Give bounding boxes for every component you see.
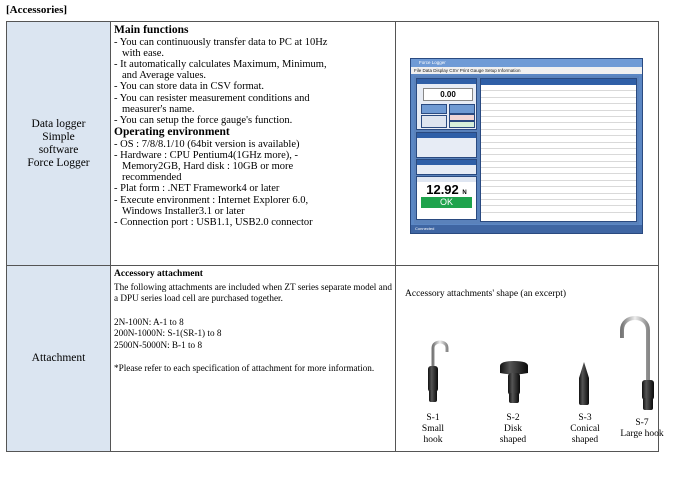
accessory-attachment-heading: Accessory attachment [114,269,203,279]
list-line: - It automatically calculates Maximum, Minimum, [114,58,327,70]
list-line: Windows Installer3.1 or later [122,205,245,217]
list-line: - You can store data in CSV format. [114,81,264,93]
label-line: Data logger [31,117,86,130]
page-title: [Accessories] [6,4,68,16]
list-line: - Hardware : CPU Pentium4(1GHz more), - [114,149,298,161]
attachment-range-line: 2N-100N: A-1 to 8 [114,316,184,327]
label-line: Force Logger [27,156,90,169]
attachment-label: Attachment [7,266,111,452]
attachment-s2: S-2 Disk shaped [499,413,527,445]
app-status: Connected [411,225,642,233]
list-line: - You can continuously transfer data to PC at 10Hz [114,36,328,48]
list-line: - OS : 7/8/8.1/10 (64bit version is available) [114,138,300,150]
attachment-range-line: 200N-1000N: S-1(SR-1) to 8 [114,328,222,339]
operating-environment-heading: Operating environment [114,126,230,139]
label-line: Simple [42,130,75,143]
list-line: Memory2GB, Hard disk : 10GB or more [122,161,294,173]
attachment-shapes-title: Accessory attachments' shape (an excerpt) [405,289,567,299]
gauge-value: 0.00 [440,90,456,99]
attachment-s3: S-3 Conical shaped [570,413,600,445]
list-line: - Plat form : .NET Framework4 or later [114,183,280,195]
disk-attachment-icon [500,361,528,403]
list-line: measurer's name. [122,103,195,115]
list-line: - Execute environment : Internet Explorer 6.0, [114,194,309,206]
conical-attachment-icon [579,362,589,405]
attachment-intro: The following attachments are included when ZT series separate model and a DPU series load cell are purchased together. [114,282,392,304]
list-line: and Average values. [122,70,207,82]
attachment-s1: S-1 Small hook [421,413,445,445]
list-line: recommended [122,172,182,184]
judgement-ok: OK [421,197,472,208]
attachment-note: *Please refer to each specification of attachment for more information. [114,363,375,374]
list-line: - You can resister measurement conditions and [114,92,310,104]
large-hook-icon [622,318,654,410]
measured-value: 12.92 N [426,182,467,197]
list-line: - You can setup the force gauge's function. [114,114,293,126]
app-titlebar: Force Logger [411,59,642,67]
app-menubar: File Data Display CSV Print Gauge Setup Information [411,67,642,74]
attachment-range-line: 2500N-5000N: B-1 to 8 [114,339,203,350]
list-line: with ease. [122,47,164,59]
attachment-s7: S-7 Large hook [620,418,664,439]
small-hook-icon [428,342,447,402]
label-line: software [38,143,79,156]
list-line: - Connection port : USB1.1, USB2.0 connector [114,217,313,229]
main-functions-heading: Main functions [114,24,189,36]
